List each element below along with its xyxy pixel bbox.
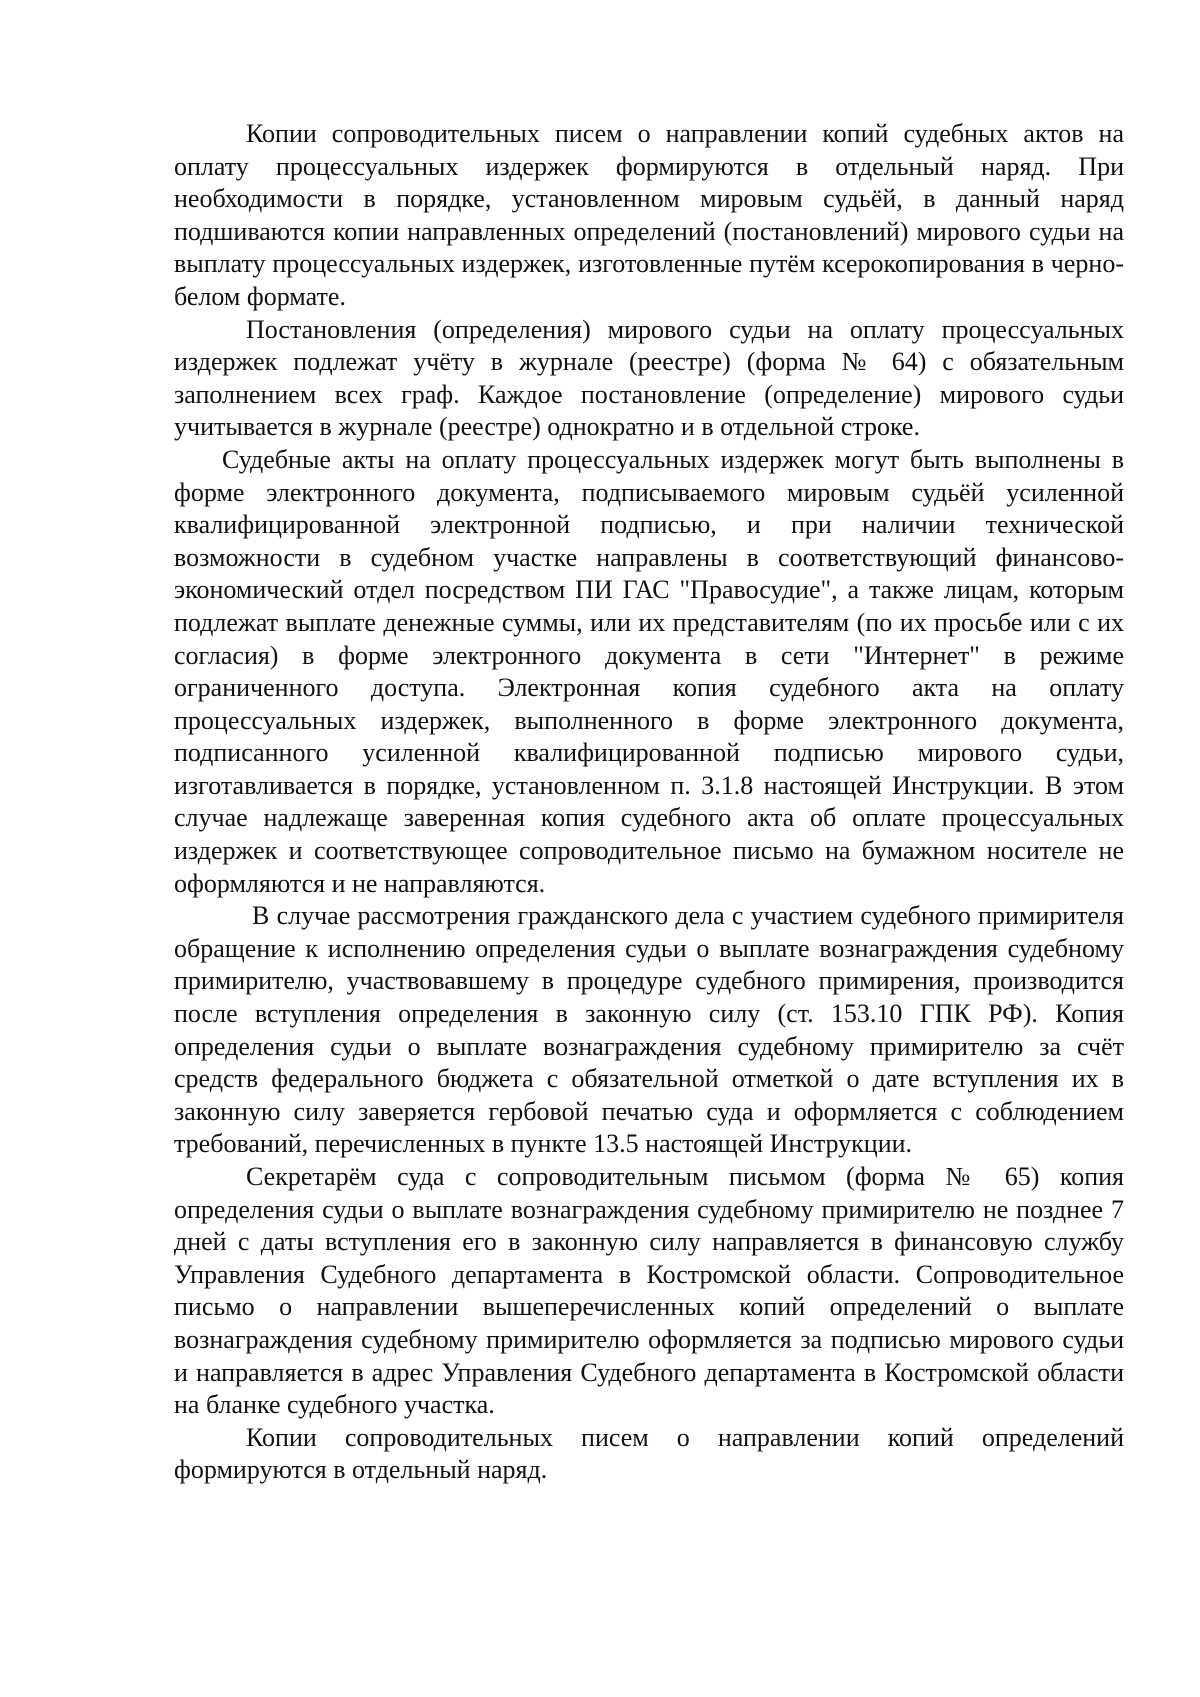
paragraph-rulings-accounting: Постановления (определения) мирового судьи на оплату процессуальных издержек подлежат учёту в журнале (реестре) (форма № 64) с обязательным заполнением всех граф. Каждое постановление (определение) мирового судьи учитывается в журнале (реестре) однократно и в отдельной строке.	[174, 314, 1124, 442]
paragraph-court-acts-copies-letters: Копии сопроводительных писем о направлении копий судебных актов на оплату процессуальных издержек формируются в отдельный наряд. При необходимости в порядке, установленном мировым судьёй, в данный наряд подшиваются копии направленных определений (постановлений) мирового судьи на выплату процессуальных издержек, изготовленные путём ксерокопирования в черно-белом формате.	[174, 119, 1124, 311]
paragraph-civil-case-mediator: В случае рассмотрения гражданского дела с участием судебного примирителя обращение к исполнению определения судьи о выплате вознаграждения судебному примирителю, участвовавшему в процедуре судебного примирения, производится после вступления определения в законную силу (ст. 153.10 ГПК РФ). Копия определения судьи о выплате вознаграждения судебному примирителю за счёт средств федерального бюджета с обязательной отметкой о дате вступления их в законную силу заверяется гербовой печатью суда и оформляется с соблюдением требований, перечисленных в пункте 13.5 настоящей Инструкции.	[174, 901, 1124, 1159]
document-body	[174, 118, 1124, 1487]
paragraph-secretary-letter: Секретарём суда с сопроводительным письмом (форма № 65) копия определения судьи о выплате вознаграждения судебному примирителю не позднее 7 дней с даты вступления его в законную силу направляется в финансовую службу Управления Судебного департамента в Костромской области. Сопроводительное письмо о направлении вышеперечисленных копий определений о выплате вознаграждения судебному примирителю оформляется за подписью мирового судьи и направляется в адрес Управления Судебного департамента в Костромской области на бланке судебного участка.	[174, 1162, 1124, 1420]
paragraph-determinations-copies-letters: Копии сопроводительных писем о направлении копий определений формируются в отдельный наряд.	[174, 1422, 1124, 1485]
paragraph-electronic-documents: Судебные акты на оплату процессуальных издержек могут быть выполнены в форме электронного документа, подписываемого мировым судьёй усиленной квалифицированной электронной подписью, и при наличии технической возможности в судебном участке направлены в соответствующий финансово-экономический отдел посредством ПИ ГАС "Правосудие", а также лицам, которым подлежат выплате денежные суммы, или их представителям (по их просьбе или с их согласия) в форме электронного документа в сети "Интернет" в режиме ограниченного доступа. Электронная копия судебного акта на оплату процессуальных издержек, выполненного в форме электронного документа, подписанного усиленной квалифицированной подписью мирового судьи, изготавливается в порядке, установленном п. 3.1.8 настоящей Инструкции. В этом случае надлежаще заверенная копия судебного акта об оплате процессуальных издержек и соответствующее сопроводительное письмо на бумажном носителе не оформляются и не направляются.	[174, 444, 1124, 898]
